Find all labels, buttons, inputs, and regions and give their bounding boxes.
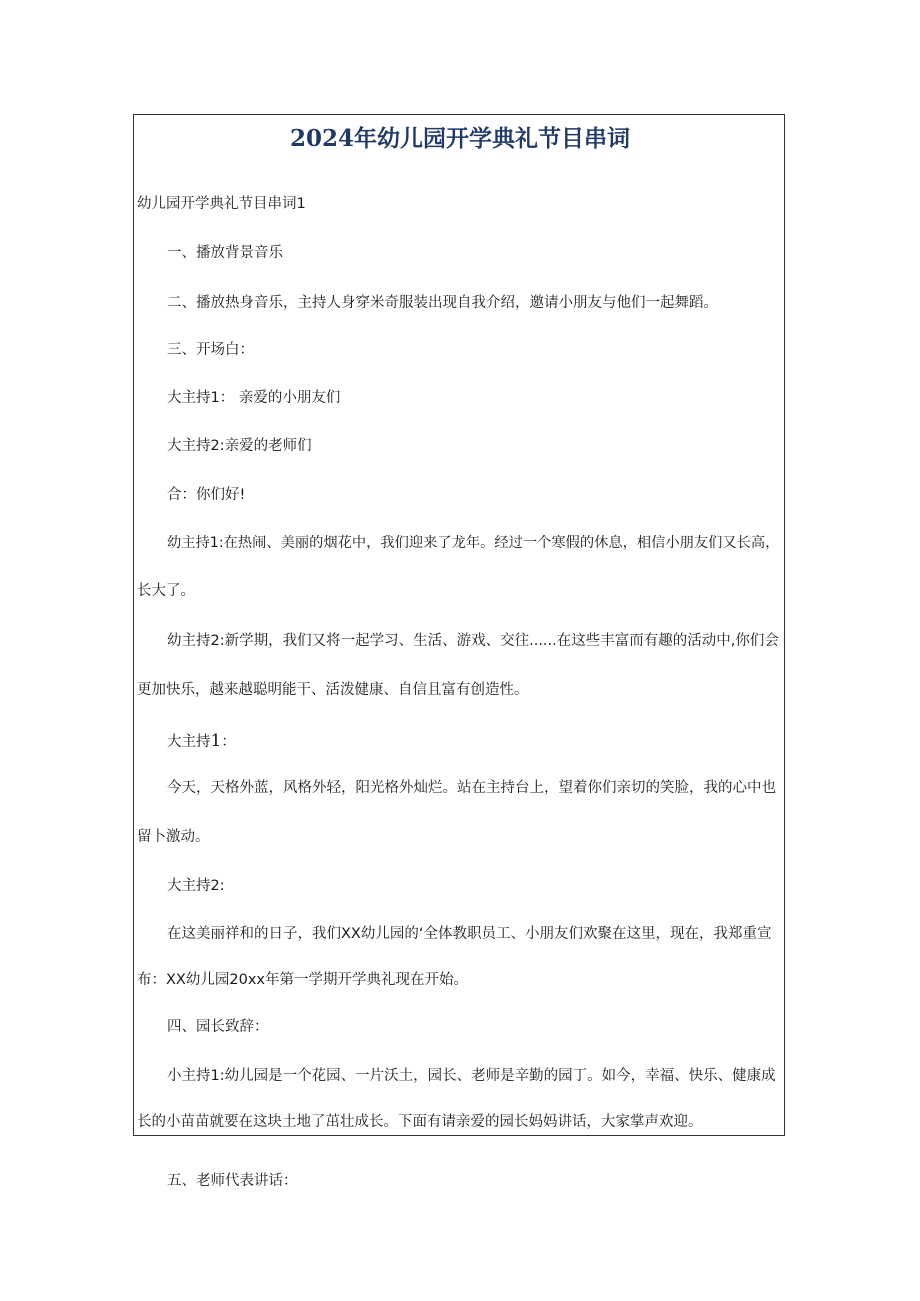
paragraph: 三、开场白： <box>167 342 254 358</box>
paragraph: 一、播放背景音乐 <box>167 245 283 261</box>
label-number: 1 <box>210 731 222 751</box>
paragraph-line: 更加快乐，越来越聪明能干、活泼健康、自信且富有创造性。 <box>137 682 529 698</box>
paragraph-line: 长大了。 <box>137 583 195 599</box>
paragraph-line: 幼主持2:新学期，我们又将一起学习、生活、游戏、交往......在这些丰富而有趣的活动中,你们会 <box>167 633 779 649</box>
label-colon: ： <box>221 734 236 750</box>
paragraph: 合：你们好! <box>167 487 246 503</box>
paragraph-line: 在这美丽祥和的日子，我们XX幼儿园的‘全体教职员工、小朋友们欢聚在这里，现在，我郑重宣 <box>167 926 772 942</box>
paragraph: 四、园长致辞： <box>167 1019 269 1035</box>
label-text: 大主持 <box>167 734 211 750</box>
paragraph <box>167 731 236 752</box>
paragraph-line: 小主持1:幼儿园是一个花园、一片沃土，园长、老师是辛勤的园丁。如今，幸福、快乐、健康成 <box>167 1068 776 1084</box>
paragraph: 大主持1： 亲爱的小朋友们 <box>167 390 341 406</box>
paragraph: 大主持2:亲爱的老师们 <box>167 438 312 454</box>
paragraph: 二、播放热身音乐，主持人身穿米奇服装出现自我介绍，邀请小朋友与他们一起舞蹈。 <box>167 295 718 311</box>
paragraph-line: 今天，天格外蓝，风格外轻，阳光格外灿烂。站在主持台上，望着你们亲切的笑脸，我的心中也 <box>167 780 776 796</box>
paragraph-line: 幼主持1:在热闹、美丽的烟花中，我们迎来了龙年。经过一个寒假的休息，相信小朋友们又长高， <box>167 535 780 551</box>
paragraph-line: 布：XX幼儿园20xx年第一学期开学典礼现在开始。 <box>137 972 468 988</box>
section-heading: 幼儿园开学典礼节目串词1 <box>137 196 306 212</box>
paragraph-line: 留卜激动。 <box>137 829 210 845</box>
paragraph-line: 长的小苗苗就要在这块土地了茁壮成长。下面有请亲爱的园长妈妈讲话，大家掌声欢迎。 <box>137 1114 703 1130</box>
document-title: 2024年幼儿园开学典礼节目串词 <box>289 125 630 152</box>
paragraph: 大主持2: <box>167 878 225 894</box>
paragraph: 五、老师代表讲话： <box>167 1173 298 1189</box>
